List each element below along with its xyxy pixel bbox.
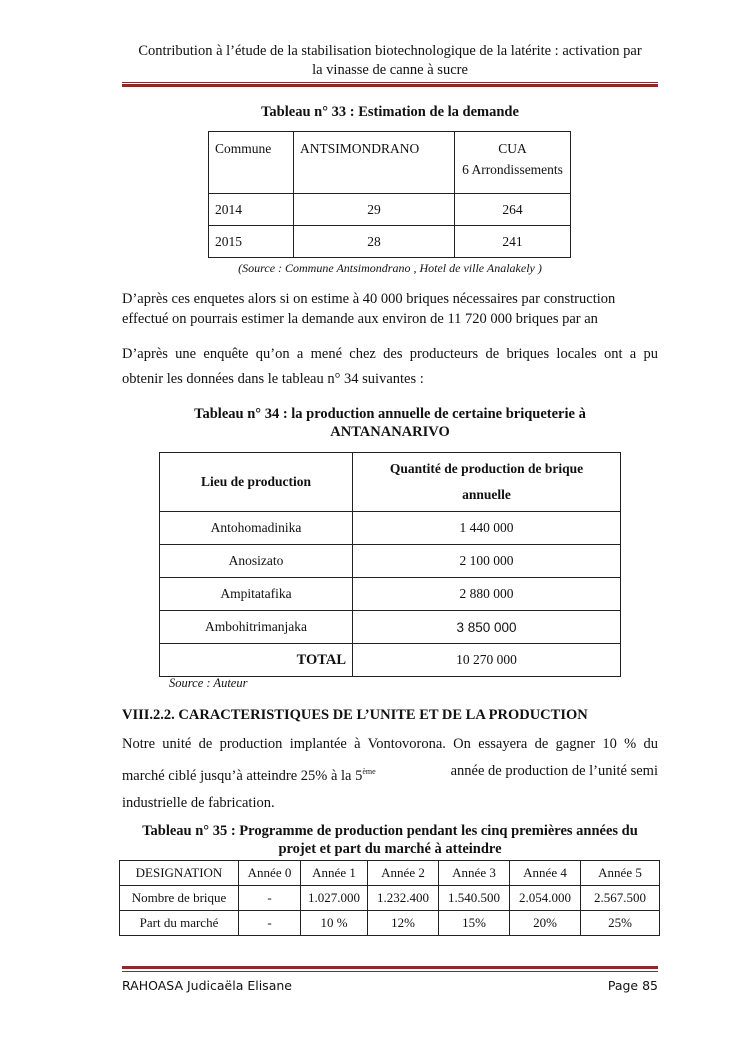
- paragraph-line: [122, 758, 658, 790]
- table-row: [160, 545, 621, 578]
- table34-total-value: 10 270 000: [353, 644, 621, 677]
- table35-cell: 1.027.000: [301, 886, 368, 911]
- table34-cell-place: Antohomadinika: [160, 512, 353, 545]
- paragraph-line: Notre unité de production implantée à Vontovorona. On essayera de gagner 10 % du: [122, 736, 658, 752]
- table35-cell: 10 %: [301, 911, 368, 936]
- table35-caption: [120, 822, 660, 858]
- paragraph-line: obtenir les données dans le tableau n° 34 suivantes :: [122, 371, 424, 387]
- table35-cell: 15%: [439, 911, 510, 936]
- header-rule-thick: [122, 84, 658, 87]
- table35-cell: 2.054.000: [510, 886, 581, 911]
- paragraph-line: D’après ces enquetes alors si on estime à 40 000 briques nécessaires par construction: [122, 291, 616, 307]
- table-row: [209, 132, 571, 194]
- table35: [119, 860, 660, 936]
- table33-caption: Tableau n° 33 : Estimation de la demande: [261, 104, 519, 120]
- footer-rule-thin: [122, 971, 658, 972]
- table35-header-designation: DESIGNATION: [120, 861, 239, 886]
- table35-cell: -: [239, 886, 301, 911]
- table34-header-quantity-line2: annuelle: [462, 487, 511, 502]
- table34-caption: [120, 405, 660, 441]
- table34-source: Source : Auteur: [169, 676, 248, 690]
- table33-cell-year: 2015: [209, 226, 294, 258]
- table35-cell: 2.567.500: [581, 886, 660, 911]
- paragraph-line-text: année de production de l’unité semi: [450, 763, 658, 779]
- table34-caption-line2: ANTANANARIVO: [330, 424, 450, 440]
- table-row: [160, 611, 621, 644]
- table35-caption-line2: projet et part du marché à atteindre: [278, 841, 502, 857]
- table34-cell-place: Ampitatafika: [160, 578, 353, 611]
- table34-cell-quantity: 1 440 000: [353, 512, 621, 545]
- paragraph-line-part: [122, 758, 376, 790]
- table34-cell-quantity: 2 100 000: [353, 545, 621, 578]
- table35-header-year1: Année 1: [301, 861, 368, 886]
- table34-total-label: TOTAL: [160, 644, 353, 677]
- table-row: [160, 512, 621, 545]
- table-row: [209, 194, 571, 226]
- footer-rule-thick: [122, 966, 658, 969]
- paragraph-line: D’après une enquête qu’on a mené chez des producteurs de briques locales ont a pu: [122, 346, 658, 362]
- table33-cell-antsimondrano: 29: [294, 194, 455, 226]
- table33-header-cua: [455, 132, 571, 194]
- table33: [208, 131, 571, 258]
- footer-page-number: Page 85: [607, 978, 658, 993]
- table35-cell: 12%: [368, 911, 439, 936]
- table-row: [120, 886, 660, 911]
- table33-cell-antsimondrano: 28: [294, 226, 455, 258]
- table34-header-quantity-line1: Quantité de production de brique: [389, 461, 584, 476]
- table35-header-year5: Année 5: [581, 861, 660, 886]
- paragraph-survey: [122, 342, 658, 392]
- paragraph-line: effectué on pourrais estimer la demande aux environ de 11 720 000 briques par an: [122, 311, 598, 327]
- table34-cell-place: Anosizato: [160, 545, 353, 578]
- table34-header-place: Lieu de production: [160, 453, 353, 512]
- table-row: [120, 861, 660, 886]
- table33-header-commune: Commune: [209, 132, 294, 194]
- cua-label: CUA: [498, 141, 527, 156]
- table35-cell: 1.540.500: [439, 886, 510, 911]
- table34-cell-quantity: 3 850 000: [353, 611, 621, 644]
- footer-author: RAHOASA Judicaëla Elisane: [122, 978, 292, 993]
- table34-header-quantity: [353, 453, 621, 512]
- table-row: [209, 226, 571, 258]
- table-row: [160, 453, 621, 512]
- table35-header-year3: Année 3: [439, 861, 510, 886]
- cua-sublabel: 6 Arrondissements: [462, 162, 563, 177]
- table33-cell-year: 2014: [209, 194, 294, 226]
- table33-source: (Source : Commune Antsimondrano , Hotel de ville Analakely ): [238, 261, 542, 275]
- table35-cell: Nombre de brique: [120, 886, 239, 911]
- table34-cell-quantity: 2 880 000: [353, 578, 621, 611]
- table35-cell: Part du marché: [120, 911, 239, 936]
- header-rule-thin: [122, 82, 658, 83]
- table35-header-year0: Année 0: [239, 861, 301, 886]
- table34: [159, 452, 621, 677]
- table-row: [160, 644, 621, 677]
- paragraph-demand: [122, 289, 662, 329]
- table-row: [120, 911, 660, 936]
- table35-cell: 1.232.400: [368, 886, 439, 911]
- table35-cell: -: [239, 911, 301, 936]
- table-row: [160, 578, 621, 611]
- table34-cell-place: Ambohitrimanjaka: [160, 611, 353, 644]
- table33-header-antsimondrano: ANTSIMONDRANO: [294, 132, 455, 194]
- table35-caption-line1: Tableau n° 35 : Programme de production pendant les cinq premières années du: [142, 823, 638, 839]
- section-heading: VIII.2.2. CARACTERISTIQUES DE L’UNITE ET DE LA PRODUCTION: [122, 707, 588, 723]
- table33-cell-cua: 264: [455, 194, 571, 226]
- table34-caption-line1: Tableau n° 34 : la production annuelle de certaine briqueterie à: [194, 406, 586, 422]
- paragraph-line-text: marché ciblé jusqu’à atteindre 25% à la 5: [122, 767, 363, 784]
- table35-cell: 25%: [581, 911, 660, 936]
- section-paragraph: [122, 731, 658, 817]
- table35-cell: 20%: [510, 911, 581, 936]
- paragraph-line: industrielle de fabrication.: [122, 794, 275, 811]
- header-title-line2: la vinasse de canne à sucre: [312, 62, 468, 78]
- table33-cell-cua: 241: [455, 226, 571, 258]
- superscript-ordinal: ème: [362, 767, 376, 776]
- header-title-line1: Contribution à l’étude de la stabilisation biotechnologique de la latérite : activation par: [138, 43, 642, 59]
- table35-header-year2: Année 2: [368, 861, 439, 886]
- running-header: [120, 42, 660, 80]
- table35-header-year4: Année 4: [510, 861, 581, 886]
